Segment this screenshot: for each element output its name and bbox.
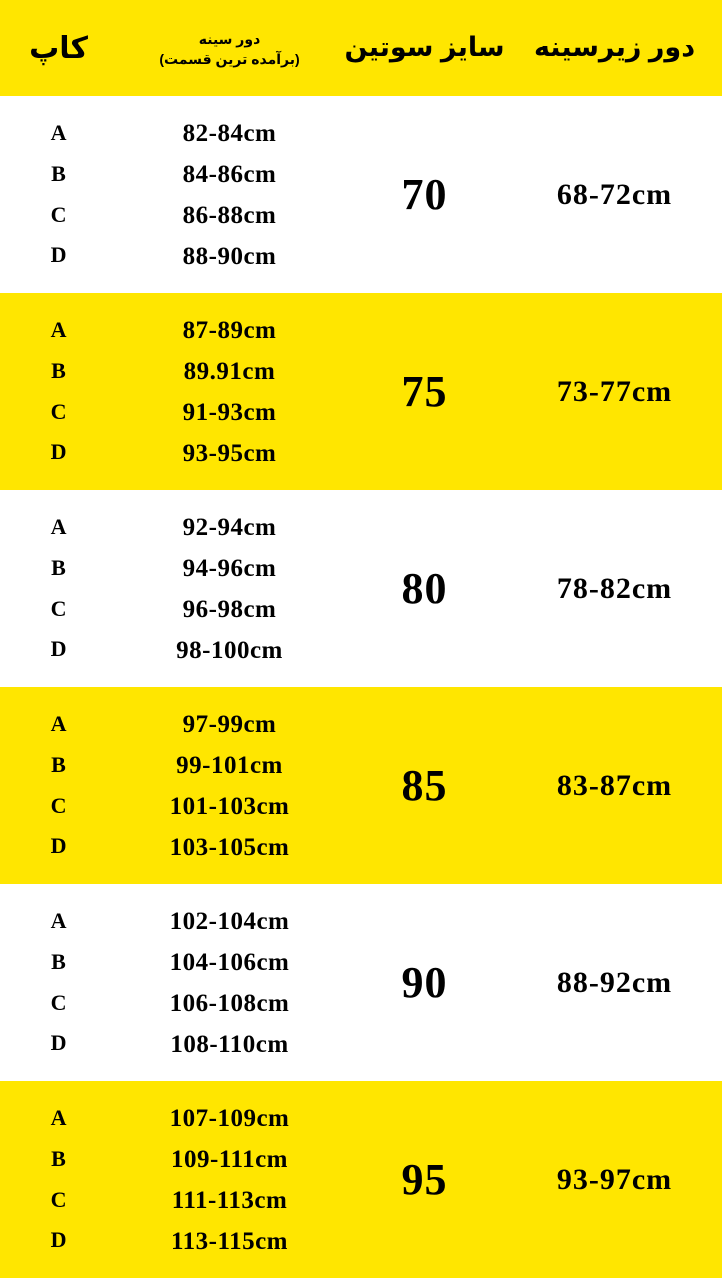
cup-value: A — [50, 119, 67, 145]
cell-overbust — [117, 687, 342, 884]
cell-cup — [0, 96, 117, 293]
overbust-value: 109-111cm — [171, 1145, 288, 1173]
cell-bra-size: 95 — [401, 1155, 448, 1204]
overbust-value: 84-86cm — [182, 160, 277, 188]
table-row — [0, 293, 722, 490]
header-overbust-label: دور سینه — [198, 30, 261, 47]
table-row — [0, 490, 722, 687]
cup-value: C — [50, 989, 67, 1015]
overbust-value: 104-106cm — [169, 948, 290, 976]
cell-cup — [0, 1081, 117, 1278]
cup-value: C — [50, 201, 67, 227]
header-overbust — [117, 28, 342, 68]
overbust-value: 88-90cm — [182, 242, 277, 270]
overbust-value: 103-105cm — [169, 833, 290, 861]
cup-value: D — [50, 439, 67, 465]
cup-value: B — [51, 1145, 66, 1171]
cell-underbust: 68-72cm — [556, 177, 673, 211]
overbust-value: 82-84cm — [182, 119, 277, 147]
cup-value: C — [50, 792, 67, 818]
cup-value: D — [50, 833, 67, 859]
cell-underbust: 83-87cm — [556, 768, 673, 802]
overbust-value: 97-99cm — [182, 710, 277, 738]
cup-value: A — [50, 710, 67, 736]
cell-bra-size: 85 — [401, 761, 448, 810]
overbust-value: 94-96cm — [182, 554, 277, 582]
table-header-row — [0, 0, 722, 96]
overbust-value: 106-108cm — [169, 989, 290, 1017]
cup-value: A — [50, 907, 67, 933]
overbust-value: 87-89cm — [182, 316, 277, 344]
cell-overbust — [117, 490, 342, 687]
cup-value: D — [50, 636, 67, 662]
header-cup-label: کاپ — [29, 31, 88, 65]
cup-value: C — [50, 1186, 67, 1212]
header-overbust-sublabel: (برآمده ترین قسمت) — [159, 51, 300, 67]
overbust-value: 91-93cm — [182, 398, 277, 426]
cell-overbust — [117, 1081, 342, 1278]
cup-value: C — [50, 398, 67, 424]
overbust-value: 101-103cm — [169, 792, 290, 820]
cup-value: D — [50, 242, 67, 268]
overbust-value: 89.91cm — [183, 357, 276, 385]
header-underbust-label: دور زیرسینه — [533, 32, 696, 63]
cell-underbust: 73-77cm — [556, 374, 673, 408]
overbust-value: 111-113cm — [171, 1186, 288, 1214]
overbust-value: 98-100cm — [176, 636, 283, 664]
table-body — [0, 96, 722, 1278]
overbust-value: 99-101cm — [176, 751, 283, 779]
cup-value: D — [50, 1227, 67, 1253]
cell-bra-size: 90 — [401, 958, 448, 1007]
table-row — [0, 884, 722, 1081]
table-row — [0, 687, 722, 884]
table-row — [0, 96, 722, 293]
header-cup — [0, 31, 117, 66]
cell-overbust — [117, 884, 342, 1081]
cell-underbust: 93-97cm — [556, 1162, 673, 1196]
cell-underbust: 78-82cm — [556, 571, 673, 605]
cup-value: A — [50, 316, 67, 342]
cell-bra-size: 75 — [401, 367, 448, 416]
overbust-value: 86-88cm — [182, 201, 277, 229]
cell-bra-size: 80 — [401, 564, 448, 613]
cell-overbust — [117, 293, 342, 490]
overbust-value: 113-115cm — [171, 1227, 288, 1255]
cup-value: B — [51, 554, 66, 580]
cell-cup — [0, 687, 117, 884]
header-bra-size — [342, 32, 507, 63]
cell-underbust: 88-92cm — [556, 965, 673, 999]
overbust-value: 107-109cm — [169, 1104, 290, 1132]
cell-cup — [0, 490, 117, 687]
cup-value: B — [51, 948, 66, 974]
overbust-value: 96-98cm — [182, 595, 277, 623]
cup-value: A — [50, 1104, 67, 1130]
cup-value: B — [51, 751, 66, 777]
overbust-value: 92-94cm — [182, 513, 277, 541]
overbust-value: 93-95cm — [182, 439, 277, 467]
cup-value: A — [50, 513, 67, 539]
overbust-value: 108-110cm — [170, 1030, 289, 1058]
overbust-value: 102-104cm — [169, 907, 290, 935]
header-underbust — [507, 32, 722, 63]
header-bra-size-label: سایز سوتین — [344, 32, 505, 63]
table-row — [0, 1081, 722, 1278]
cup-value: C — [50, 595, 67, 621]
cell-bra-size: 70 — [401, 170, 448, 219]
cup-value: D — [50, 1030, 67, 1056]
cell-overbust — [117, 96, 342, 293]
cell-cup — [0, 293, 117, 490]
cell-cup — [0, 884, 117, 1081]
cup-value: B — [51, 357, 66, 383]
cup-value: B — [51, 160, 66, 186]
